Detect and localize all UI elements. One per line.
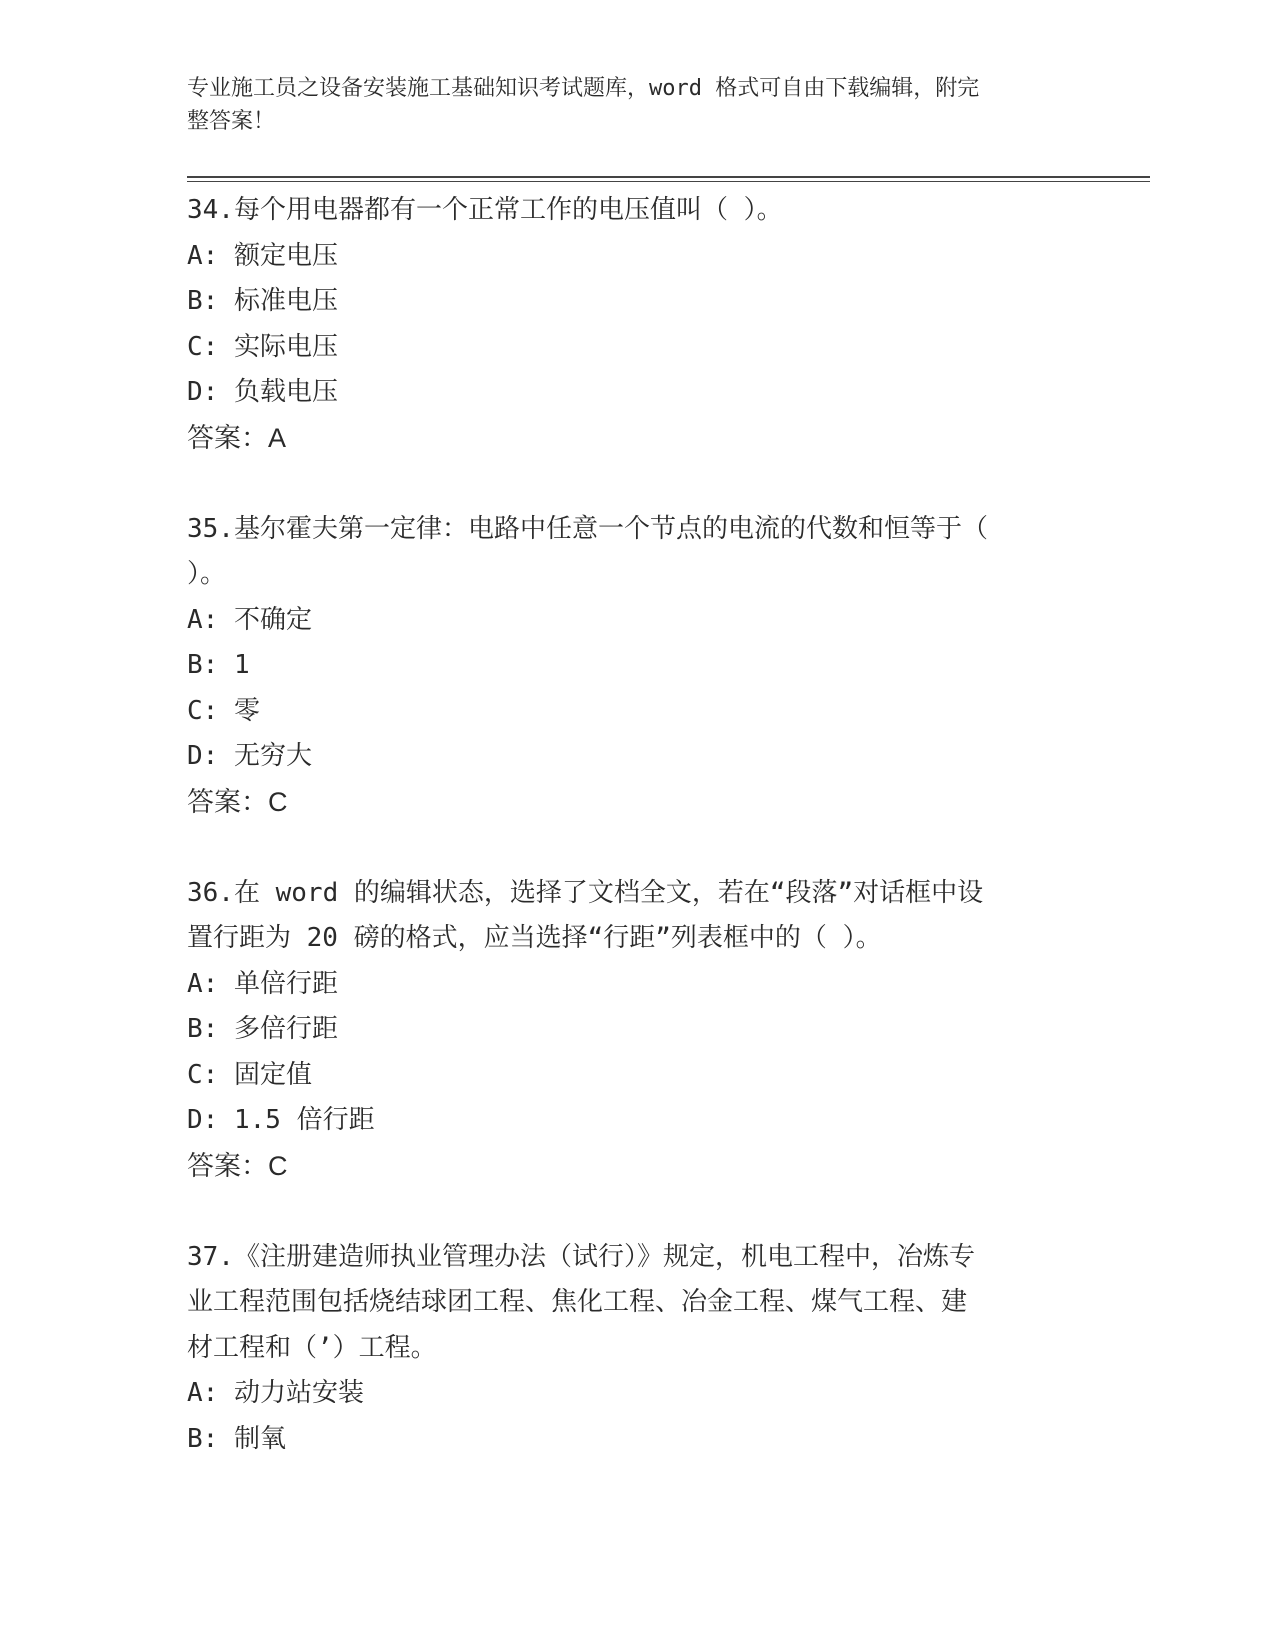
question-35 bbox=[187, 507, 1067, 826]
answer: 答案：C bbox=[187, 786, 288, 817]
option-b: B: 制氧 bbox=[187, 1423, 286, 1454]
question-stem: 34.每个用电器都有一个正常工作的电压值叫（ ）。 bbox=[187, 195, 783, 225]
document-header bbox=[187, 72, 1067, 138]
option-c: C: 固定值 bbox=[187, 1059, 312, 1090]
question-stem-continued: 业工程范围包括烧结球团工程、焦化工程、冶金工程、煤气工程、建 bbox=[187, 1287, 968, 1317]
spacer bbox=[187, 1189, 1067, 1235]
spacer bbox=[187, 461, 1067, 507]
question-stem-continued: 置行距为 20 磅的格式，应当选择“行距”列表框中的（ ）。 bbox=[187, 923, 882, 953]
header-title-line1: 专业施工员之设备安装施工基础知识考试题库，word 格式可自由下载编辑，附完 bbox=[187, 76, 980, 101]
spacer bbox=[187, 825, 1067, 871]
option-a: A: 不确定 bbox=[187, 604, 312, 635]
option-d: D: 负载电压 bbox=[187, 377, 338, 407]
question-34 bbox=[187, 188, 1067, 461]
header-divider-thin bbox=[187, 181, 1150, 182]
option-c: C: 实际电压 bbox=[187, 331, 338, 362]
option-b: B: 多倍行距 bbox=[187, 1014, 338, 1044]
question-36 bbox=[187, 871, 1067, 1190]
question-list bbox=[187, 188, 1067, 1462]
question-stem: 36.在 word 的编辑状态，选择了文档全文，若在“段落”对话框中设 bbox=[187, 877, 984, 908]
question-37 bbox=[187, 1235, 1067, 1463]
header-title-line2: 整答案！ bbox=[187, 109, 276, 134]
option-b: B: 标准电压 bbox=[187, 286, 338, 316]
option-d: D: 无穷大 bbox=[187, 741, 312, 771]
option-b: B: 1 bbox=[187, 650, 250, 680]
question-stem-continued: 材工程和（’）工程。 bbox=[187, 1332, 437, 1363]
option-a: A: 动力站安装 bbox=[187, 1378, 364, 1408]
option-a: A: 单倍行距 bbox=[187, 968, 338, 999]
answer: 答案：C bbox=[187, 1150, 288, 1181]
question-stem-continued: ）。 bbox=[187, 559, 227, 589]
question-stem: 35.基尔霍夫第一定律：电路中任意一个节点的电流的代数和恒等于（ bbox=[187, 513, 988, 544]
question-stem: 37.《注册建造师执业管理办法（试行）》规定，机电工程中，冶炼专 bbox=[187, 1241, 975, 1272]
option-c: C: 零 bbox=[187, 695, 260, 726]
header-divider-thick bbox=[187, 176, 1150, 178]
option-a: A: 额定电压 bbox=[187, 240, 338, 271]
option-d: D: 1.5 倍行距 bbox=[187, 1105, 375, 1135]
answer: 答案：A bbox=[187, 422, 287, 453]
